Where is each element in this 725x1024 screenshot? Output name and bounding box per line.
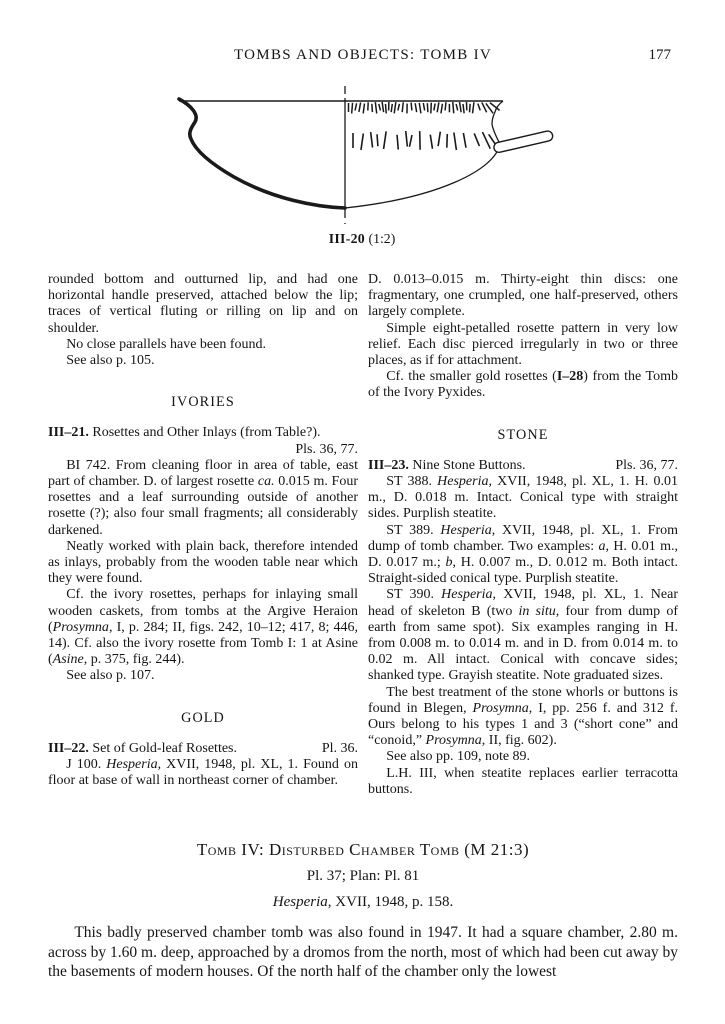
page-header [48,47,678,66]
tomb-iv-title: Tomb IV: Disturbed Chamber Tomb (M 21:3) [196,840,530,860]
tomb-iv-section [48,840,678,982]
entry-iii-23-label: III–23. Nine Stone Buttons. [368,457,526,473]
paragraph-best-treatment: The best treatment of the stone whorls or buttons is found in Blegen, Prosymna, I, pp. 256 f. and 312 f. Ours belong to his types 1 and 3 (“short cone” and “conoid,” Prosymna, II, fig. 602). [368,684,679,749]
bowl-drawing-icon [176,86,561,224]
paragraph-continuation: rounded bottom and outturned lip, and had one horizontal handle preserved, attached below the lip; traces of vertical fluting or rilling on lip and on shoulder. [48,272,358,336]
section-heading-stone: STONE [497,426,549,443]
see-also-pp109: See also pp. 109, note 89. [386,749,531,765]
entry-iii-22 [48,741,358,757]
paragraph-st-389: ST 389. Hesperia, XVII, 1948, pl. XL, 1. From dump of tomb chamber. Two examples: a, H. 0.01 m., D. 0.017 m.; b, H. 0.007 m., D. 0.012 m. Both intact. Straight-sided conical type. Purplish steatite. [368,522,679,587]
entry-iii-23-plates: Pls. 36, 77. [615,457,678,473]
entry-iii-22-label: III–22. Set of Gold-leaf Rosettes. [48,740,237,756]
section-profile [179,99,345,208]
see-also-p107: See also p. 107. [66,668,155,684]
left-column [48,272,358,798]
figure-caption [176,231,548,247]
exterior-outline [345,101,503,208]
tomb-iv-plates: Pl. 37; Plan: Pl. 81 [306,868,420,885]
paragraph-cf-gold-rosettes: Cf. the smaller gold rosettes (I–28) from the Tomb of the Ivory Pyxides. [368,369,678,401]
tomb-iv-reference: Hesperia, XVII, 1948, p. 158. [272,894,454,911]
paragraph-st-388: ST 388. Hesperia, XVII, 1948, pl. XL, 1. H. 0.01 m., D. 0.018 m. Intact. Conical type with straight sides. Purplish steatite. [368,474,678,522]
figure-iii-20 [176,86,561,247]
paragraph-j-100: J 100. Hesperia, XVII, 1948, pl. XL, 1. Found on floor at base of wall in northeast corner of chamber. [48,757,358,789]
entry-iii-23 [368,458,678,474]
paragraph-st-390: ST 390. Hesperia, XVII, 1948, pl. XL, 1. Near head of skeleton B (two in situ, four from dump of earth from same spot). Six examples ranging in H. from 0.008 m. to 0.014 m. and in D. from 0.014 m. to 0.02 m. All intact. Conical with concave sides; shanked type. Grayish steatite. Note graduated sizes. [368,587,678,684]
entry-iii-21-plates: Pls. 36, 77. [295,441,358,457]
paragraph-neatly-worked: Neatly worked with plain back, therefore intended as inlays, probably from the wooden table near which they were found. [48,538,358,587]
entry-iii-21-label: III–21. Rosettes and Other Inlays (from Table?). [48,425,321,441]
paragraph-no-parallels: No close parallels have been found. [66,336,267,352]
section-heading-gold: GOLD [181,709,225,726]
figure-scale: (1:2) [368,231,396,246]
running-head: TOMBS AND OBJECTS: TOMB IV [233,47,493,63]
paragraph-rosette-pattern: Simple eight-petalled rosette pattern in very low relief. Each disc pierced irregularly in two or three places, as if for attachment. [368,320,678,369]
entry-iii-22-plates: Pl. 36. [321,740,358,756]
paragraph-bi-742: BI 742. From cleaning floor in area of table, east part of chamber. D. of largest rosette ca. 0.015 m. Four rosettes and a leaf surrounding outside of another rosette (?); also four small fragments; all considerably darkened. [48,457,358,538]
handle [493,130,554,153]
section-heading-ivories: IVORIES [171,394,235,411]
see-also-p105: See also p. 105. [66,353,155,369]
tomb-iv-paragraph: This badly preserved chamber tomb was also found in 1947. It had a square chamber, 2.80 m. across by 1.60 m. deep, approached by a dromos from the north, most of which had been cut away by the basements of modern houses. Of the north half of the chamber only the lowest [48,924,678,981]
figure-label: III-20 [328,231,366,246]
rim-fluting-hatching [349,102,500,113]
two-column-text [48,272,678,798]
paragraph-lh-iii: L.H. III, when steatite replaces earlier terracotta buttons. [368,765,678,797]
page-number: 177 [648,47,671,63]
paragraph-cf-ivory-rosettes: Cf. the ivory rosettes, perhaps for inlaying small wooden caskets, from tombs at the Argive Heraion (Prosymna, I, p. 284; II, figs. 242, 10–12; 417, 8; 446, 14). Cf. also the ivory rosette from Tomb I: 1 at Asine (Asine, p. 375, fig. 244). [48,587,358,668]
paragraph-discs: D. 0.013–0.015 m. Thirty-eight thin discs: one fragmentary, one crumpled, one half-preserved, others largely complete. [368,272,678,320]
shoulder-fluting-hatching [353,131,499,150]
right-column [368,272,678,798]
